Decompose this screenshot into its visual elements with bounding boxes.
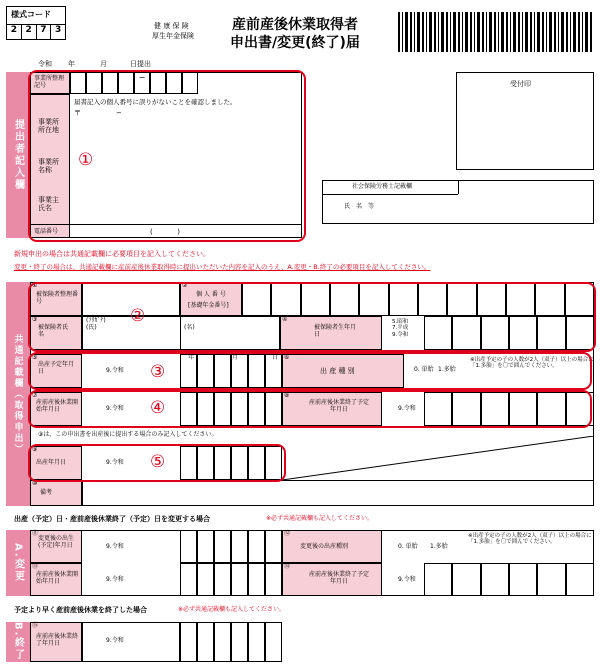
postal-mark: 〒 <box>74 109 81 117</box>
n4: ④ <box>282 316 288 323</box>
office-address-label: 事業所所在地 <box>38 118 59 135</box>
annotation-marker-1: ① <box>78 150 94 170</box>
office-name-label: 事業所名称 <box>38 158 59 175</box>
birthdate-label: 被保険者生年月日 <box>314 324 357 338</box>
n3: ③ <box>32 316 38 323</box>
change-submission-note: 変更・終了の場合は、共通記載欄に産前産後休業取得時に提出いただいた内容を記入のうえ、A.変更・B.終了の必要項目を記入してください。 <box>14 263 431 271</box>
personal-number-label: 個 人 番 号 <box>196 291 226 298</box>
office-number-label: 事業所整理記号 <box>34 75 65 89</box>
changed-end-boxes[interactable] <box>424 563 594 596</box>
changed-start-boxes[interactable] <box>180 563 282 596</box>
changed-start-reiwa: 9.令和 <box>106 576 124 583</box>
remarks-label: 備考 <box>40 489 53 496</box>
insured-name-label: 被保険者氏 名 <box>38 324 75 338</box>
form-code-label: 様式コード <box>11 10 51 19</box>
annotation-outline-1 <box>28 70 306 242</box>
owner-name-label: 事業主氏名 <box>38 196 59 213</box>
furigana-label: (ﾌﾘｶﾞﾅ) <box>86 317 106 324</box>
insured-number-label: 被保険者整理番号 <box>36 291 79 305</box>
remarks-cell <box>30 480 82 506</box>
birth-eras: 5.昭和 7.平成 9.令和 <box>392 319 409 338</box>
insurance-line2: 厚生年金保険 <box>152 32 194 40</box>
form-code-digit: 2 <box>7 25 22 39</box>
end-date-label: 産前産後休業終了年月日 <box>36 633 79 647</box>
birth-date-reiwa: 9.令和 <box>106 459 124 466</box>
insurance-line1: 健 康 保 険 <box>154 22 189 30</box>
section-b-note: ※必ず共通記載欄も記入してください。 <box>178 606 286 613</box>
pension-number-label: [基礎年金番号] <box>188 302 229 309</box>
n9: ⑨ <box>32 446 38 453</box>
leave-start-label: 産前産後休業開始年月日 <box>36 399 79 413</box>
date-era: 令和 <box>38 60 52 68</box>
changed-multiple-note: ※出産予定の子の人数が2人（双子）以上の場合に「1.多胎」を〇で囲んでください。 <box>468 533 592 546</box>
sharoushi-name-label: 氏 名 等 <box>344 203 375 210</box>
new-submission-note: 新規申出の場合は共通記載欄に必要項目を記入してください。 <box>14 250 210 258</box>
date-day: 日提出 <box>130 60 151 68</box>
changed-multiple-option[interactable]: 1.多胎 <box>430 543 448 550</box>
leave-end-reiwa: 9.令和 <box>398 405 416 412</box>
mei-label: (名) <box>184 324 195 331</box>
n13: ⑬ <box>32 563 39 570</box>
form-code-digit: 2 <box>22 25 37 39</box>
due-reiwa: 9.令和 <box>106 367 124 374</box>
due-month: 月 <box>232 354 239 361</box>
birth-type-label: 出 産 種 別 <box>320 367 355 375</box>
changed-end-label: 産前産後休業終了予定年月日 <box>308 571 369 585</box>
diagonal-hatch <box>282 436 594 480</box>
remarks-input[interactable] <box>82 480 594 506</box>
annotation-marker-4: ④ <box>150 398 166 418</box>
section-a-note: ※必ず共通記載欄も記入してください。 <box>266 515 374 522</box>
confirm-text: 届書記入の個人番号に誤りがないことを確認しました。 <box>74 98 237 106</box>
annotation-outline-3 <box>28 352 592 390</box>
changed-due-label: 変更後の出生(予定)年月日 <box>38 535 75 549</box>
changed-single-option[interactable]: 0. 単胎 <box>398 543 418 550</box>
annotation-marker-3: ③ <box>150 362 166 382</box>
form-code-digit: 7 <box>37 25 52 39</box>
end-date-boxes[interactable] <box>180 622 282 662</box>
leave-end-label: 産前産後休業終了予定年月日 <box>308 399 369 413</box>
n5: ⑤ <box>32 354 38 361</box>
n1: ① <box>32 282 38 289</box>
due-day: 日 <box>272 354 279 361</box>
postal-dash: − <box>116 109 122 117</box>
leave-start-reiwa: 9.令和 <box>106 405 124 412</box>
submitter-side-label: 提出者記入欄 <box>6 72 30 238</box>
section-a-side-label: A.変更 <box>6 530 30 596</box>
end-date-reiwa: 9.令和 <box>106 637 124 644</box>
n12: ⑫ <box>284 530 291 537</box>
date-month: 月 <box>100 60 107 68</box>
multiple-birth-note: ※出産予定の子の人数が2人（双子）以上の場合に「1.多胎」を〇で囲んでください。 <box>470 357 594 370</box>
annotation-marker-5: ⑤ <box>150 452 166 472</box>
common-side-label: 共通記載欄（取得申出） <box>6 282 30 506</box>
n8: ⑧ <box>284 392 290 399</box>
annotation-outline-4 <box>28 390 592 428</box>
changed-due-boxes[interactable] <box>180 530 282 563</box>
annotation-outline-2 <box>28 282 596 352</box>
birth-date-note: ⑨は、この申出書を出産後に提出する場合のみ記入してください。 <box>38 431 218 438</box>
barcode <box>398 12 594 52</box>
n2: ② <box>182 282 188 289</box>
n15: ⑮ <box>32 622 39 629</box>
n14: ⑭ <box>284 563 291 570</box>
receipt-label: 受付印 <box>510 80 531 88</box>
annotation-marker-2: ② <box>130 306 146 326</box>
single-birth-option[interactable]: 0. 単胎 <box>414 366 434 373</box>
changed-due-reiwa: 9.令和 <box>106 543 124 550</box>
office-number-boxes[interactable]: − <box>70 72 198 94</box>
birth-date-label: 出産年月日 <box>36 459 67 466</box>
form-title-line2: 申出書/変更(終了)届 <box>230 35 360 51</box>
end-date-era-cell <box>82 622 180 662</box>
date-year: 年 <box>68 60 75 68</box>
form-code-box <box>6 6 66 40</box>
n6: ⑥ <box>284 354 290 361</box>
n11: ⑪ <box>32 530 39 537</box>
shi-label: (氏) <box>86 324 97 331</box>
form-title-line1: 産前産後休業取得者 <box>232 17 358 33</box>
phone-label: 電話番号 <box>34 228 59 235</box>
due-date-label: 出産予定年月日 <box>38 361 75 375</box>
changed-start-label: 産前産後休業開始年月日 <box>36 571 79 585</box>
due-year: 年 <box>188 354 195 361</box>
section-b-heading: 予定より早く産前産後休業を終了した場合 <box>14 606 147 614</box>
phone-paren: ( ) <box>150 228 180 236</box>
n10: ⑩ <box>32 480 38 487</box>
sharoushi-label: 社会保険労務士記載欄 <box>352 183 413 190</box>
changed-end-reiwa: 9.令和 <box>398 576 416 583</box>
changed-type-label: 変更後の出産種別 <box>300 543 349 550</box>
form-code-digit: 3 <box>54 25 62 35</box>
multiple-birth-option[interactable]: 1.多胎 <box>438 366 456 373</box>
n7: ⑦ <box>32 392 38 399</box>
section-a-heading: 出産（予定）日・産前産後休業終了（予定）日を変更する場合 <box>14 515 210 523</box>
section-b-side-label: B.終了 <box>6 622 30 662</box>
